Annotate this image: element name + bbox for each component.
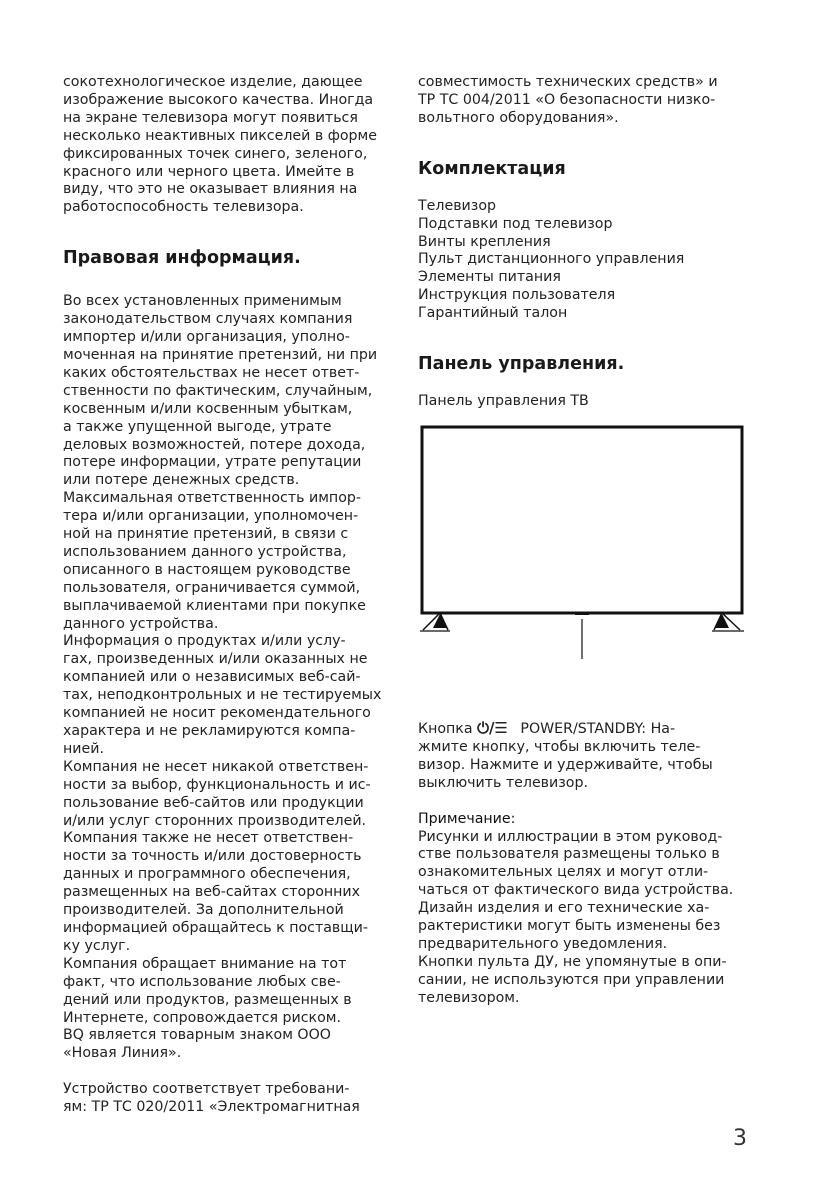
text-line: Рисунки и иллюстрации в этом руковод- [418,828,723,845]
legal-heading: Правовая информация. [63,248,301,269]
text-line: Интернете, сопровождается риском. [63,1009,342,1026]
text-line: чаться от фактического вида устройства. [418,882,734,899]
text-line: или потере денежных средств. [63,472,300,489]
text-line: производителей. За дополнительной [63,902,344,919]
tv-screen [422,427,742,613]
text-line: работоспособность телевизора. [63,199,304,216]
text-line: ям: ТР ТС 020/2011 «Электромагнитная [63,1099,360,1116]
text-line: тах, неподконтрольных и не тестируемых [63,687,382,704]
text-line: каких обстоятельствах не несет ответ- [63,364,360,381]
text-line: Устройство соответствует требовани- [63,1081,350,1098]
text-line: Дизайн изделия и его технические ха- [418,900,710,917]
text-line: BQ является товарным знаком ООО [63,1027,331,1044]
text-line: выключить телевизор. [418,774,588,791]
text-line: «Новая Линия». [63,1045,182,1062]
text-line: на экране телевизора могут появиться [63,109,358,126]
left-column [63,74,408,1117]
text-line: Винты крепления [418,233,551,250]
text-line: Подставки под телевизор [418,215,613,232]
text-line: предварительного уведомления. [418,935,668,952]
button-description-lines [418,739,763,793]
text-line: характера и не рекламируются компа- [63,723,356,739]
text-line: тера и/или организации, уполномочен- [63,508,359,525]
tv-right-stand [712,613,744,631]
text-line: гах, произведенных и/или оказанных не [63,651,368,668]
text-line: Информация о продуктах и/или услу- [63,633,346,650]
text-line: Компания обращает внимание на тот [63,955,347,972]
text-line: моченная на принятие претензий, ни при [63,346,378,363]
text-line: Гарантийный талон [418,305,568,322]
tv-power-button-marker [575,612,589,615]
text-line: компанией или о независимых веб-сай- [63,669,361,686]
kit-list [418,198,763,323]
text-line: несколько неактивных пикселей в форме [63,127,377,144]
text-line: Во всех установленных применимым [63,293,342,310]
text-line: Компания также не несет ответствен- [63,830,354,847]
text-line: дений или продуктов, размещенных в [63,991,352,1008]
text-line: а также упущенной выгоде, утрате [63,418,332,435]
text-line: жмите кнопку, чтобы включить теле- [418,738,701,755]
text-line: размещенных на веб-сайтах сторонних [63,884,361,901]
text-line: ности за точность и/или достоверность [63,848,362,865]
button-prefix: Кнопка [418,720,473,737]
text-line: деловых возможностей, потере дохода, [63,436,366,453]
legal-paragraph [63,293,408,1063]
text-line: визор. Нажмите и удерживайте, чтобы [418,756,713,773]
text-line: телевизором. [418,989,520,1006]
text-line: рактеристики могут быть изменены без [418,918,721,935]
text-line: пользование веб-сайтов или продукции [63,794,364,811]
text-line: стве пользователя размещены только в [418,846,720,863]
text-line: законодательством случаях компания [63,311,353,328]
text-line: и/или услуг сторонних производителей. [63,812,367,829]
text-line: Кнопки пульта ДУ, не упомянутые в опи- [418,953,727,970]
text-line: ности за выбор, функциональность и ис- [63,776,371,793]
compliance-continuation [418,74,763,128]
tv-left-stand [420,613,450,631]
note-paragraph [418,829,763,1008]
power-menu-icon: ⏻/☰ [477,718,508,737]
text-line: Пульт дистанционного управления [418,251,685,268]
text-line: фиксированных точек синего, зеленого, [63,145,368,162]
text-line: ТР ТС 004/2011 «О безопасности низко- [418,91,716,108]
intro-paragraph [63,74,408,217]
text-line: нией. [63,740,104,757]
text-line: ку услуг. [63,937,131,954]
note-heading: Примечание: [418,810,516,827]
text-line: пользователя, ограничивается суммой, [63,579,361,596]
text-line: Инструкция пользователя [418,287,616,304]
text-line: сокотехнологическое изделие, дающее [63,74,363,90]
text-line: ознакомительных целях и могут отли- [418,864,709,881]
text-line: Телевизор [418,197,497,214]
panel-caption: Панель управления ТВ [418,393,589,410]
text-line: ственности по фактическим, случайным, [63,382,373,399]
kit-heading: Комплектация [418,158,566,179]
text-line: импортер и/или организация, уполно- [63,329,350,346]
text-line: изображение высокого качества. Иногда [63,91,374,108]
text-line: виду, что это не оказывает влияния на [63,181,358,198]
power-button-description [418,720,763,793]
text-line: данных и программного обеспечения, [63,866,351,883]
tv-illustration [418,425,748,660]
compliance-paragraph [63,1081,408,1117]
text-line: Максимальная ответственность импор- [63,490,361,507]
text-line: описанного в настоящем руководстве [63,561,351,578]
text-line: данного устройства. [63,615,219,632]
text-line: Элементы питания [418,269,561,286]
text-line: красного или черного цвета. Имейте в [63,163,355,180]
text-line: факт, что использование любых све- [63,973,341,990]
text-line: Компания не несет никакой ответствен- [63,758,369,775]
text-line: совместимость технических средств» и [418,74,718,90]
text-line: потере информации, утрате репутации [63,454,362,471]
right-column [418,74,763,1008]
text-line: ной на принятие претензий, в связи с [63,526,349,543]
page-number: 3 [733,1126,747,1151]
text-line: использованием данного устройства, [63,543,347,560]
text-line: компанией не носит рекомендательного [63,705,371,722]
text-line: сании, не используются при управлении [418,971,725,988]
panel-heading: Панель управления. [418,354,625,375]
text-line: вольтного оборудования». [418,109,619,126]
text-line: информацией обращайтесь к поставщи- [63,919,368,936]
button-line1-rest: POWER/STANDBY: На- [520,720,676,737]
text-line: косвенным и/или косвенным убыткам, [63,400,353,417]
text-line: выплачиваемой клиентами при покупке [63,597,366,614]
